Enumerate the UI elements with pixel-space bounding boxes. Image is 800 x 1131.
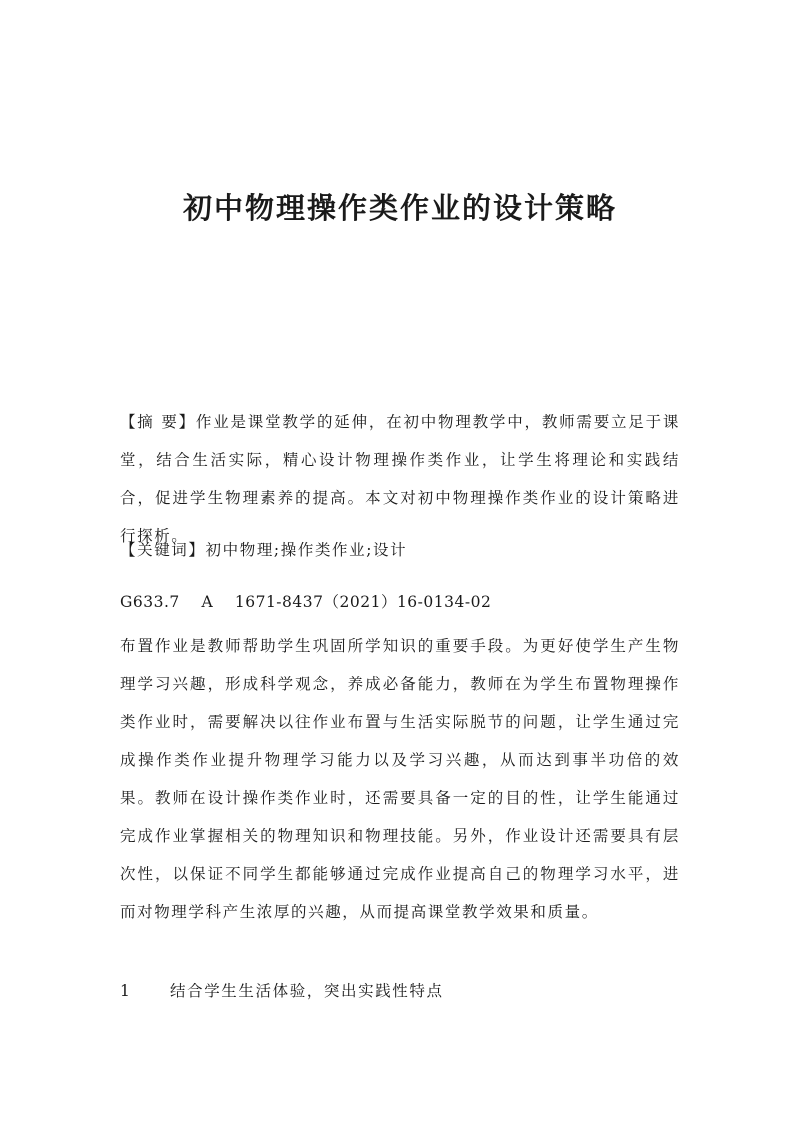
classification-line: G633.7 A 1671-8437（2021）16-0134-02 <box>120 593 492 611</box>
abstract-text: 作业是课堂教学的延伸，在初中物理教学中，教师需要立足于课堂，结合生活实际，精心设计物理操作类作业，让学生将理论和实践结合，促进学生物理素养的提高。本文对初中物理操作类作业的设计策略进行探析。 <box>120 413 680 545</box>
abstract-label: 【摘 要】 <box>120 413 196 431</box>
section-heading <box>120 972 680 1010</box>
paper-title: 初中物理操作类作业的设计策略 <box>182 191 617 225</box>
section-title: 结合学生生活体验，突出实践性特点 <box>170 982 444 1000</box>
keywords-text: 初中物理;操作类作业;设计 <box>205 541 408 559</box>
body-paragraph: 布置作业是教师帮助学生巩固所学知识的重要手段。为更好使学生产生物理学习兴趣，形成科学观念，养成必备能力，教师在为学生布置物理操作类作业时，需要解决以往作业布置与生活实际脱节的问题，让学生通过完成操作类作业提升物理学习能力以及学习兴趣，从而达到事半功倍的效果。教师在设计操作类作业时，还需要具备一定的目的性，让学生能通过完成作业掌握相关的物理知识和物理技能。另外，作业设计还需要具有层次性，以保证不同学生都能够通过完成作业提高自己的物理学习水平，进而对物理学科产生浓厚的兴趣，从而提高课堂教学效果和质量。 <box>120 637 680 921</box>
keywords-label: 【关键词】 <box>120 541 206 559</box>
keywords <box>120 531 680 569</box>
section-number: 1 <box>120 982 132 1000</box>
